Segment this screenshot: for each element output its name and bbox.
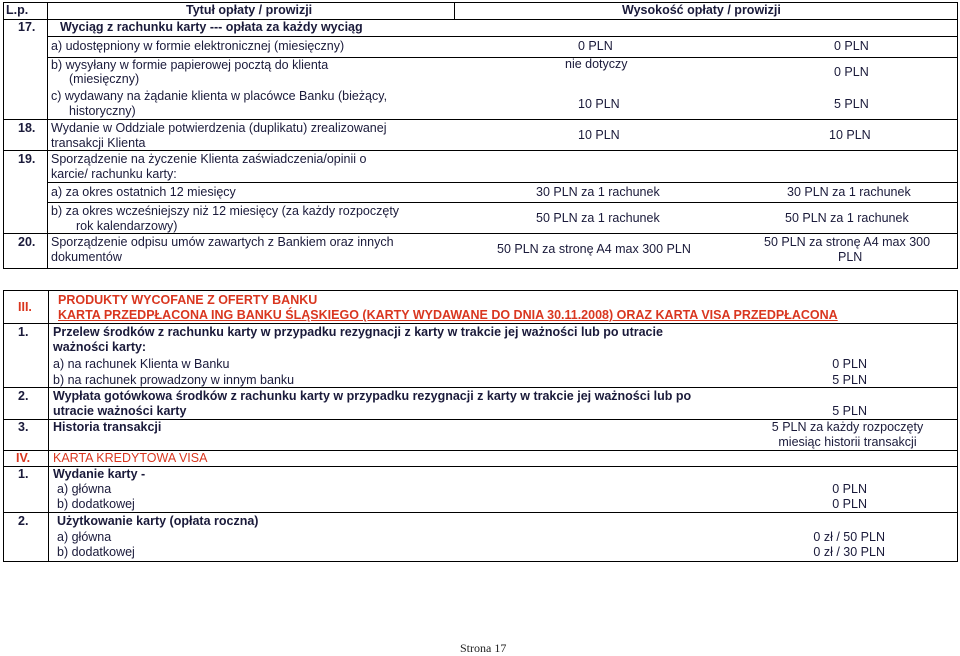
section-4-row-1a-value: 0 PLN xyxy=(832,482,867,496)
section-3-subtitle: KARTA PRZEDPŁACONA ING BANKU ŚLĄSKIEGO (KARTY WYDAWANE DO DNIA 30.11.2008) ORAZ KARTA VISA PRZEDPŁACONA xyxy=(58,308,838,322)
section-4-row-2b-label: b) dodatkowej xyxy=(57,545,135,559)
section-4-row-1a-label: a) główna xyxy=(57,482,112,496)
section-4-row-1-label: Wydanie karty - xyxy=(53,467,146,481)
row-18-label-cont: transakcji Klienta xyxy=(51,136,146,150)
row-17c-value-1: 10 PLN xyxy=(578,97,620,111)
section-3-row-1-number: 1. xyxy=(18,325,29,339)
section-3-row-2-label-cont: utracie ważności karty xyxy=(53,404,187,418)
row-18-value-1: 10 PLN xyxy=(578,128,620,142)
row-17c-value-2: 5 PLN xyxy=(834,97,869,111)
table1-border-right xyxy=(957,2,958,269)
section-3-row-1-label-cont: ważności karty: xyxy=(53,340,147,354)
table1-border-bottom xyxy=(3,268,958,269)
section-3-row-3-value: 5 PLN za każdy rozpoczęty xyxy=(771,420,924,434)
row-20-value-2-cont: PLN xyxy=(838,250,863,264)
section-3-row-3-value-cont: miesiąc historii transakcji xyxy=(778,435,917,449)
section-4-row-2b-value: 0 zł / 30 PLN xyxy=(813,545,885,559)
row-20-value-2: 50 PLN za stronę A4 max 300 xyxy=(764,235,931,249)
section-3-row-2-number: 2. xyxy=(18,389,29,403)
header-title: Tytuł opłaty / prowizji xyxy=(186,3,313,17)
row-18-number: 18. xyxy=(18,121,36,135)
row-17c-label: c) wydawany na żądanie klienta w placówce Banku (bieżący, xyxy=(51,89,388,103)
row-19a-value-1: 30 PLN za 1 rachunek xyxy=(536,185,660,199)
row-19a-value-2: 30 PLN za 1 rachunek xyxy=(787,185,911,199)
row-18-label: Wydanie w Oddziale potwierdzenia (duplikatu) zrealizowanej xyxy=(51,121,387,135)
section-4-row-2-number: 2. xyxy=(18,514,29,528)
row-17b-value-1: nie dotyczy xyxy=(565,57,628,71)
row-19-label: Sporządzenie na życzenie Klienta zaświadczenia/opinii o xyxy=(51,152,367,166)
row-19-number: 19. xyxy=(18,152,36,166)
section-4-row-1-number: 1. xyxy=(18,467,29,481)
section-3-row-3-number: 3. xyxy=(18,420,29,434)
table1-col-divider-1 xyxy=(47,2,48,269)
section-4-row-2a-value: 0 zł / 50 PLN xyxy=(813,530,885,544)
row-20-label: Sporządzenie odpisu umów zawartych z Bankiem oraz innych xyxy=(51,235,394,249)
section-3-title: PRODUKTY WYCOFANE Z OFERTY BANKU xyxy=(58,293,318,307)
section-4-row-2-label: Użytkowanie karty (opłata roczna) xyxy=(57,514,259,528)
row-17b-label: b) wysyłany w formie papierowej pocztą do klienta xyxy=(51,58,329,72)
row-18-value-2: 10 PLN xyxy=(829,128,871,142)
row-19b-value-1: 50 PLN za 1 rachunek xyxy=(536,211,660,225)
row-19-label-cont: karcie/ rachunku karty: xyxy=(51,167,177,181)
row-19b-label-cont: rok kalendarzowy) xyxy=(76,219,178,233)
row-20-number: 20. xyxy=(18,235,36,249)
section-3-row-1a-label: a) na rachunek Klienta w Banku xyxy=(53,357,230,371)
row-19b-value-2: 50 PLN za 1 rachunek xyxy=(785,211,909,225)
row-17a-label: a) udostępniony w formie elektronicznej (miesięczny) xyxy=(51,39,345,53)
section-3-row-2-value: 5 PLN xyxy=(832,404,867,418)
row-20-value-1: 50 PLN za stronę A4 max 300 PLN xyxy=(497,242,691,256)
section-4-row-1b-label: b) dodatkowej xyxy=(57,497,135,511)
section-3-row-1b-value: 5 PLN xyxy=(832,373,867,387)
section-4-title: KARTA KREDYTOWA VISA xyxy=(53,451,208,465)
row-19b-label: b) za okres wcześniejszy niż 12 miesięcy (za każdy rozpoczęty xyxy=(51,204,400,218)
row-17-number: 17. xyxy=(18,20,36,34)
section-3-row-1b-label: b) na rachunek prowadzony w innym banku xyxy=(53,373,295,387)
row-17a-value-2: 0 PLN xyxy=(834,39,869,53)
row-17c-label-cont: historyczny) xyxy=(69,104,136,118)
section-3-row-3-label: Historia transakcji xyxy=(53,420,162,434)
section-3-number: III. xyxy=(18,300,32,314)
section-4-row-2a-label: a) główna xyxy=(57,530,112,544)
row-17a-value-1: 0 PLN xyxy=(578,39,613,53)
section-3-row-1-label: Przelew środków z rachunku karty w przypadku rezygnacji z karty w trakcie jej ważności lub po utracie xyxy=(53,325,663,339)
row-17-title: Wyciąg z rachunku karty --- opłata za każdy wyciąg xyxy=(60,20,363,34)
page-number: Strona 17 xyxy=(460,641,507,655)
row-17b-value-2: 0 PLN xyxy=(834,65,869,79)
header-amount: Wysokość opłaty / prowizji xyxy=(622,3,781,17)
section-4-row-1b-value: 0 PLN xyxy=(832,497,867,511)
table1-border-left xyxy=(3,2,4,269)
row-20-label-cont: dokumentów xyxy=(51,250,122,264)
table1-border-top xyxy=(3,2,958,3)
table1-col-divider-2 xyxy=(454,2,455,20)
row-19a-label: a) za okres ostatnich 12 miesięcy xyxy=(51,185,236,199)
header-lp: L.p. xyxy=(6,3,29,17)
section-3-row-2-label: Wypłata gotówkowa środków z rachunku karty w przypadku rezygnacji z karty w trakcie jej ważności lub po xyxy=(53,389,692,403)
section-3-row-1a-value: 0 PLN xyxy=(832,357,867,371)
section-4-number: IV. xyxy=(16,451,31,465)
row-17b-label-cont: (miesięczny) xyxy=(69,72,140,86)
